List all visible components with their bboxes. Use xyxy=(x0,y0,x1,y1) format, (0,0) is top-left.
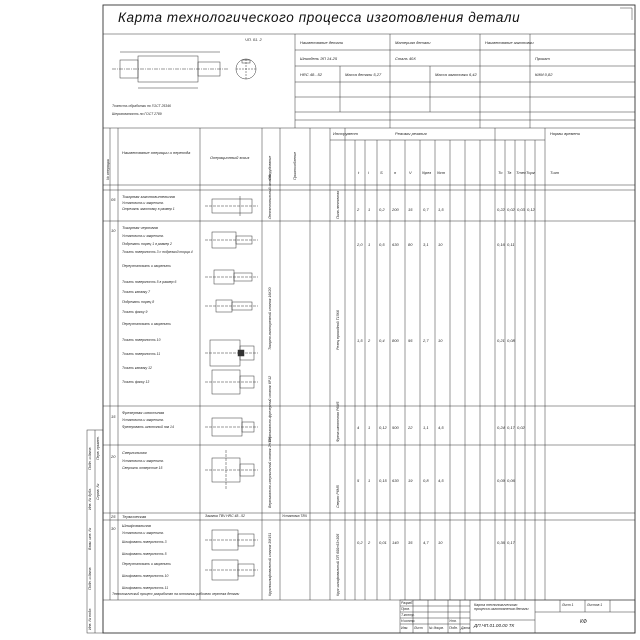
op30-no: 30 xyxy=(111,526,116,531)
op25-equipment: Установка ТВЧ xyxy=(282,514,307,518)
op10-no: 10 xyxy=(111,228,116,233)
stamp-label-list: Лист xyxy=(414,626,423,630)
op30-v0: 0,2 xyxy=(357,540,363,545)
sub-time-to: То xyxy=(498,170,503,175)
op10b-v7: 0,21 xyxy=(497,338,505,343)
op10-step1: Установить и закрепить xyxy=(122,234,164,238)
sketch-op10 xyxy=(205,232,258,394)
op10-equipment: Токарно-винторезный станок 16К20 xyxy=(268,287,272,350)
op20-step1: Установить и закрепить xyxy=(122,459,164,463)
op30-step2: Шлифовать поверхность 3 xyxy=(122,540,167,544)
op20-name: Сверлильная xyxy=(122,450,147,455)
op15-v4: 22 xyxy=(408,425,413,430)
op15-v2: 0,12 xyxy=(379,425,387,430)
op15-step1: Установить и закрепить xyxy=(122,418,164,422)
op10b-v8: 0,08 xyxy=(507,338,515,343)
note-tolerance: Точность обработки по ГОСТ 25346 xyxy=(112,104,171,108)
op05-step2: Отрезать заготовку в размер 1 xyxy=(122,207,175,211)
op10b-v1: 2 xyxy=(368,338,371,343)
op15-v6: 4,5 xyxy=(438,425,444,430)
op05-tool: Пила ленточная xyxy=(336,190,340,219)
op30-v4: 35 xyxy=(408,540,413,545)
op10-step3: Точить поверхность 3 с подрезкой торца 4 xyxy=(122,250,193,254)
col-op-name: Наименование операции и перехода xyxy=(122,150,191,155)
steel-label: Материал детали xyxy=(395,40,431,45)
op20-v4: 19 xyxy=(408,478,413,483)
mass-blank: Масса заготовки 6,42 xyxy=(435,72,477,77)
sub-time-tsht: Тшт xyxy=(550,170,560,175)
op30-tool: Круг шлифовальный ПП 600×63×305 xyxy=(336,533,340,596)
op30-v8: 0,17 xyxy=(507,540,515,545)
footer-note: Технологический процесс разработан на основании рабочего чертежа детали xyxy=(112,592,240,596)
op10a-v0: 2,0 xyxy=(357,242,363,247)
sub-cutting-t: t xyxy=(358,170,360,175)
op30-v5: 4,7 xyxy=(423,540,429,545)
op20-v2: 0,15 xyxy=(379,478,387,483)
side-label-1: Подп. и дата xyxy=(88,567,92,590)
stamp-label-razrab: Разраб. xyxy=(401,601,414,605)
op05-v1: 1 xyxy=(368,207,371,212)
op20-v0: 5 xyxy=(357,478,360,483)
op15-v8: 0,17 xyxy=(507,425,515,430)
op10b-v5: 2,7 xyxy=(423,338,429,343)
op05-name: Токарная заготовительная xyxy=(122,194,175,199)
page-title: Карта технологического процесса изготовления детали xyxy=(118,10,521,25)
op20-v6: 4,5 xyxy=(438,478,444,483)
op10b-v4: 95 xyxy=(408,338,413,343)
op05-v6: 1,5 xyxy=(438,207,444,212)
part-sketch xyxy=(112,52,256,88)
sub-cutting-n: n xyxy=(394,170,397,175)
stamp-label-doc: № докум. xyxy=(429,626,444,630)
col-tool: Инструмент xyxy=(333,131,358,136)
op15-v1: 1 xyxy=(368,425,371,430)
op15-v0: 4 xyxy=(357,425,360,430)
col-fixture: Приспособление xyxy=(293,151,297,180)
stamp-label-tkontr: Т.контр. xyxy=(401,613,415,617)
sketch-op05 xyxy=(205,196,258,216)
op15-equipment: Вертикально-фрезерный станок 6Р12 xyxy=(268,375,272,442)
op05-v8: 0,02 xyxy=(507,207,515,212)
op30-v1: 2 xyxy=(368,540,371,545)
op30-v7: 0,36 xyxy=(497,540,505,545)
sketch-op20 xyxy=(205,450,258,490)
op20-v1: 1 xyxy=(368,478,371,483)
op25-step1: Закалка ТВЧ HRC 48...52 xyxy=(205,514,245,518)
note-roughness: Шероховатость по ГОСТ 2789 xyxy=(112,112,162,116)
op10-step13: Точить фаску 13 xyxy=(122,380,150,384)
op05-v5: 0,7 xyxy=(423,207,429,212)
op10a-v1: 1 xyxy=(368,242,371,247)
op20-v7: 0,09 xyxy=(497,478,505,483)
op15-v5: 1,1 xyxy=(423,425,429,430)
stamp-label-date: Дата xyxy=(461,626,470,630)
op10-step5: Точить поверхность 5 в размер 6 xyxy=(122,280,177,284)
op10-name: Токарная черновая xyxy=(122,225,158,230)
op20-v3: 630 xyxy=(392,478,399,483)
stamp-doc-code: ДП.ЧП.01.00.00 ТК xyxy=(474,623,515,628)
steel-value: Сталь 40Х xyxy=(395,56,416,61)
hardness: HRC 48...52 xyxy=(300,72,323,77)
op30-step3: Шлифовать поверхность 5 xyxy=(122,552,167,556)
op15-v3: 500 xyxy=(392,425,399,430)
op10-step8: Точить фаску 9 xyxy=(122,310,148,314)
op30-v6: 10 xyxy=(438,540,443,545)
op30-step6: Шлифовать поверхность 11 xyxy=(122,586,169,590)
op20-no: 20 xyxy=(111,454,116,459)
material-value: Шпиндель ЭП 14-25 xyxy=(300,56,338,61)
col-op-no: № операции xyxy=(106,159,110,180)
drawing-number: ЧП. 01. 2 xyxy=(245,37,262,42)
op10a-v7: 0,16 xyxy=(497,242,505,247)
op10-step7: Подрезать торец 8 xyxy=(122,300,155,304)
op20-step2: Сверлить отверстие 15 xyxy=(122,466,163,470)
op10b-v0: 1,5 xyxy=(357,338,363,343)
op05-v0: 2 xyxy=(357,207,360,212)
op15-v7: 0,24 xyxy=(497,425,505,430)
side-label-5: Справ. № xyxy=(96,483,100,500)
col-time: Нормы времени xyxy=(550,131,580,136)
stamp-label-prov: Пров. xyxy=(401,607,410,611)
op10b-v6: 10 xyxy=(438,338,443,343)
op15-v9: 0,02 xyxy=(517,425,525,430)
op15-no: 15 xyxy=(111,414,116,419)
op10-step11: Точить поверхность 11 xyxy=(122,352,161,356)
op30-equipment: Круглошлифовальный станок 3М151 xyxy=(268,532,272,596)
op10a-v8: 0,11 xyxy=(507,242,515,247)
blank-label: Наименование заготовки xyxy=(485,40,534,45)
stamp-name: Карта технологического процесса изготовления детали xyxy=(474,603,529,612)
stamp-label-utv: Утв. xyxy=(449,619,457,623)
op05-v2: 0,2 xyxy=(379,207,385,212)
op10a-v2: 0,5 xyxy=(379,242,385,247)
op05-v7: 0,22 xyxy=(497,207,505,212)
op05-v4: 15 xyxy=(408,207,413,212)
op20-tool: Сверло Р6М5 xyxy=(336,485,340,508)
op10-step9: Переустановить и закрепить xyxy=(122,322,172,326)
sub-time-tv: Тв xyxy=(507,170,512,175)
op05-v9: 0,03 xyxy=(517,207,525,212)
side-label-6: Перв. примен. xyxy=(96,436,100,460)
material-label: Наименование детали xyxy=(300,40,344,45)
sub-cutting-i: i xyxy=(368,170,369,175)
op15-name: Фрезерная шпоночная xyxy=(122,410,165,415)
op20-v5: 0,8 xyxy=(423,478,429,483)
op05-equipment: Ленточнопильный станок xyxy=(268,173,272,219)
op30-step4: Переустановить и закрепить xyxy=(122,562,172,566)
sub-cutting-v: V xyxy=(409,170,412,175)
side-label-0: Инв. № подл. xyxy=(88,607,92,630)
op30-step1: Установить и закрепить xyxy=(122,531,164,535)
op10-step10: Точить поверхность 10 xyxy=(122,338,161,342)
sub-cutting-nrez: Nрез xyxy=(422,170,432,175)
op05-no: 05 xyxy=(111,197,116,202)
sketch-op15 xyxy=(205,418,258,436)
stamp-sheet: Лист 1 xyxy=(562,603,574,607)
op10-step6: Точить канавку 7 xyxy=(122,290,151,294)
op15-step2: Фрезеровать шпоночный паз 14 xyxy=(122,425,174,429)
op10-tool: Резец проходной Т15К6 xyxy=(336,310,340,350)
op10a-v5: 3,1 xyxy=(423,242,429,247)
op30-step5: Шлифовать поверхность 10 xyxy=(122,574,169,578)
col-sketch: Операционный эскиз xyxy=(210,155,250,160)
side-label-4: Подп. и дата xyxy=(88,447,92,470)
sub-cutting-nst: Nст xyxy=(437,170,446,175)
kim: КИМ 0,82 xyxy=(535,72,553,77)
op30-v3: 140 xyxy=(392,540,399,545)
sketch-op30 xyxy=(205,530,258,580)
op05-v3: 200 xyxy=(392,207,399,212)
op10b-v3: 800 xyxy=(392,338,399,343)
op10a-v6: 10 xyxy=(438,242,443,247)
side-label-3: Инв. № дубл. xyxy=(88,487,92,510)
stamp-label-sign: Подп. xyxy=(449,626,459,630)
op05-v10: 0,12 xyxy=(527,207,535,212)
stamp-org: КФ xyxy=(580,619,587,625)
blank-value: Прокат xyxy=(535,56,550,61)
op25-no: 25 xyxy=(111,514,116,519)
op30-name: Шлифовальная xyxy=(122,523,151,528)
sub-cutting-s: S xyxy=(380,170,383,175)
op10a-v4: 80 xyxy=(408,242,413,247)
op20-equipment: Вертикально-сверлильный станок 2Н135 xyxy=(268,436,272,508)
op10b-v2: 0,4 xyxy=(379,338,385,343)
op05-step1: Установить и закрепить xyxy=(122,201,164,205)
sub-time-torg: Торг xyxy=(526,170,535,175)
op10-step2: Подрезать торец 1 в размер 2 xyxy=(122,242,172,246)
op20-v8: 0,06 xyxy=(507,478,515,483)
op10a-v3: 630 xyxy=(392,242,399,247)
op10-step4: Переустановить и закрепить xyxy=(122,264,172,268)
op25-name: Термическая xyxy=(122,514,147,519)
col-equipment: Оборудование xyxy=(268,155,272,180)
op30-v2: 0,01 xyxy=(379,540,387,545)
stamp-label-izm: Изм. xyxy=(401,626,409,630)
stamp-label-nkontr: Н.контр. xyxy=(401,619,416,623)
op15-tool: Фреза шпоночная Р6М5 xyxy=(336,401,340,442)
stamp-sheets: Листов 1 xyxy=(587,603,603,607)
side-label-2: Взам. инв. № xyxy=(88,527,92,550)
col-cutting: Режимы резания xyxy=(395,131,427,136)
op10-step12: Точить канавку 12 xyxy=(122,366,152,370)
mass-detail: Масса детали 5,27 xyxy=(345,72,382,77)
sub-time-ttex: Ттех xyxy=(516,170,526,175)
